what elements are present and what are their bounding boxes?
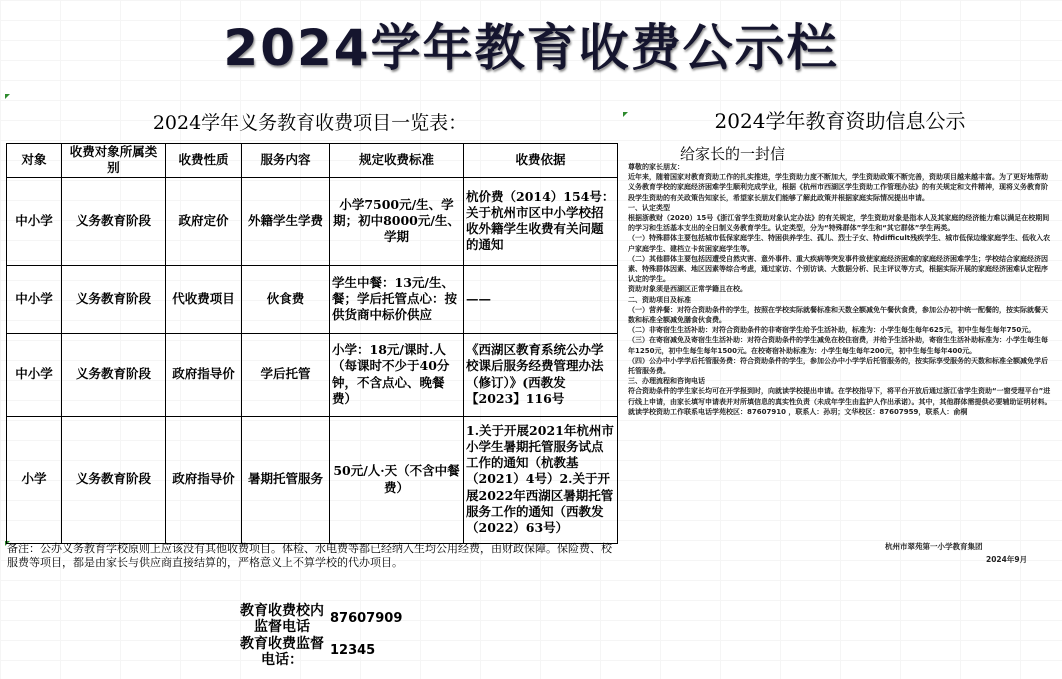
letter-paragraph: 一、认定类型 bbox=[628, 203, 670, 212]
letter-signature: 杭州市翠苑第一小学教育集团 bbox=[885, 542, 983, 551]
cell-target: 中小学 bbox=[7, 333, 62, 416]
letter-paragraph: 就读学校资助工作联系电话学苑校区：87607910 ，联系人：孙玥；文华校区：87607959，联系人：俞桐 bbox=[628, 407, 968, 416]
cell-category: 义务教育阶段 bbox=[62, 416, 166, 543]
letter-paragraph: 根据浙教财（2020）15号《浙江省学生资助对象认定办法》的有关规定，学生资助对象是指本人及其家庭的经济能力难以满足在校期间的学习和生活基本支出的全日制义务教育学生。认定类型，分为“特殊群体”学生和“其它群体”学生两类。 bbox=[628, 214, 1050, 233]
letter-paragraph: （一）特殊群体主要包括城市低保家庭学生、特困供养学生、孤儿、烈士子女、特difficult残疾学生、城市低保边缘家庭学生、低收入农户家庭学生、建档立卡贫困家庭学生等。 bbox=[628, 234, 1051, 253]
cell-nature: 政府定价 bbox=[166, 177, 242, 265]
letter-paragraph: （三）在寄宿减免及寄宿生生活补助：对符合资助条件的学生减免在校住宿费，并给予生活补助，寄宿生生活补助标准为：小学生每生每年1250元，初中生每生每年1500元。在校寄宿补助标准为：小学生每生每年200元，初中生每生每年400元。 bbox=[628, 336, 1048, 355]
aid-info-title: 2024学年教育资助信息公示 bbox=[714, 109, 966, 133]
parent-letter bbox=[628, 162, 1053, 417]
header-cell: 对象 bbox=[7, 144, 62, 178]
letter-paragraph: 近年来，随着国家对教育资助工作的扎实推进，学生资助力度不断加大，学生资助政策不断完善，资助项目越来越丰富。为了更好地帮助义务教育学校的家庭经济困难学生顺利完成学业，根据《杭州市西湖区学生资助工作管理办法》的有关规定和文件精神，现将义务教育阶段学生资助的有关政策告知家长，希望家长朋友们能够了解此政策并根据家庭实际情况提出申请。 bbox=[628, 173, 1048, 202]
header-cell: 收费对象所属类别 bbox=[62, 144, 166, 178]
header-cell: 收费性质 bbox=[166, 144, 242, 178]
cell-basis: 《西湖区教育系统公办学校课后服务经费管理办法（修订）》(西教发【2023】116号 bbox=[464, 333, 618, 416]
cell-standard: 学生中餐：13元/生、餐；学后托管点心：按供货商中标价供应 bbox=[330, 265, 464, 333]
header-cell: 规定收费标准 bbox=[330, 144, 464, 178]
cell-standard: 小学7500元/生、学期；初中8000元/生、学期 bbox=[330, 177, 464, 265]
cell-nature: 政府指导价 bbox=[166, 333, 242, 416]
letter-paragraph: 二、资助项目及标准 bbox=[628, 295, 691, 304]
table-row bbox=[7, 416, 618, 543]
letter-paragraph: 尊敬的家长朋友： bbox=[628, 163, 684, 171]
table-row bbox=[7, 265, 618, 333]
table-row bbox=[7, 333, 618, 416]
letter-paragraph: （一）营养餐：对符合资助条件的学生，按照在学校实际就餐标准和天数全额减免午餐伙食费，参加公办初中统一配餐的，按实际就餐天数和标准全额减免膳食伙食费。 bbox=[628, 305, 1048, 325]
fee-table bbox=[6, 143, 618, 544]
cell-basis: —— bbox=[464, 265, 618, 333]
cell-category: 义务教育阶段 bbox=[62, 177, 166, 265]
letter-paragraph: （二）非寄宿生生活补助：对符合资助条件的非寄宿学生给予生活补助，标准为：小学生每生每年625元，初中生每生每年750元。 bbox=[628, 326, 1036, 335]
internal-supervision-label: 教育收费校内监督电话 bbox=[240, 603, 324, 635]
letter-paragraph: 三、办理流程和咨询电话 bbox=[628, 377, 705, 386]
letter-date: 2024年9月 bbox=[986, 555, 1028, 564]
letter-paragraph: 资助对象须是西湖区正常学籍且在校。 bbox=[628, 285, 747, 294]
cell-basis: 杭价费（2014）154号：关于杭州市区中小学校招收外籍学生收费有关问题的通知 bbox=[464, 177, 618, 265]
letter-paragraph: 符合资助条件的学生家长均可在开学报到时，向就读学校提出申请。在学校指导下，将平台开放后通过浙江省学生资助“一窗受理平台”进行线上申请，由家长填写申请表并对所填信息的真实性负责（未成年学生由监护人作出承诺）。其中，其他群体需提供必要辅助证明材料。 bbox=[628, 387, 1052, 406]
letter-paragraph: （四）公办中小学学后托管服务费：符合资助条件的学生，参加公办中小学学后托管服务的，按实际享受服务的天数和标准全额减免学后托管服务费。 bbox=[628, 356, 1048, 376]
cell-nature: 政府指导价 bbox=[166, 416, 242, 543]
header-cell: 收费依据 bbox=[464, 144, 618, 178]
external-supervision-phone: 12345 bbox=[330, 643, 376, 658]
cell-service: 伙食费 bbox=[242, 265, 330, 333]
cell-service: 暑期托管服务 bbox=[242, 416, 330, 543]
cell-target: 小学 bbox=[7, 416, 62, 543]
table-row bbox=[7, 177, 618, 265]
cell-nature: 代收费项目 bbox=[166, 265, 242, 333]
table-header-row bbox=[7, 144, 618, 178]
cell-target: 中小学 bbox=[7, 265, 62, 333]
cell-category: 义务教育阶段 bbox=[62, 265, 166, 333]
cell-target: 中小学 bbox=[7, 177, 62, 265]
cell-basis: 1.关于开展2021年杭州市小学生暑期托管服务试点工作的通知（杭教基（2021）4号）2.关于开展2022年西湖区暑期托管服务工作的通知（西教发（2022）63号） bbox=[464, 416, 618, 543]
cell-service: 学后托管 bbox=[242, 333, 330, 416]
fee-table-title: 2024学年义务教育收费项目一览表： bbox=[152, 112, 468, 134]
page-title: 2024学年教育收费公示栏 bbox=[223, 19, 839, 77]
letter-title: 给家长的一封信 bbox=[680, 145, 786, 163]
cell-category: 义务教育阶段 bbox=[62, 333, 166, 416]
cell-comment-marker bbox=[5, 94, 10, 99]
header-cell: 服务内容 bbox=[242, 144, 330, 178]
cell-standard: 小学：18元/课时.人（每课时不少于40分钟，不含点心、晚餐费） bbox=[330, 333, 464, 416]
letter-paragraph: （二）其他群体主要包括因遭受自然灾害、意外事件、重大疾病等突发事件致使家庭经济困难的家庭经济困难学生；学校结合家庭经济因素、特殊群体因素、地区因素等综合考虑，通过家访、个别访谈、大数据分析、民主评议等方式，根据实际开展的家庭经济困难认定程序认定的学生。 bbox=[628, 254, 1048, 284]
internal-supervision-phone: 87607909 bbox=[330, 611, 403, 626]
external-supervision-label: 教育收费监督电话： bbox=[240, 636, 324, 668]
cell-service: 外籍学生学费 bbox=[242, 177, 330, 265]
note-text: 备注：公办义务教育学校原则上应该没有其他收费项目。体检、水电费等都已经纳入生均公用经费，由财政保障。保险费、校服费等项目，都是由家长与供应商直接结算的，严格意义上不算学校的代办项目。 bbox=[7, 542, 612, 569]
cell-standard: 50元/人·天（不含中餐费） bbox=[330, 416, 464, 543]
